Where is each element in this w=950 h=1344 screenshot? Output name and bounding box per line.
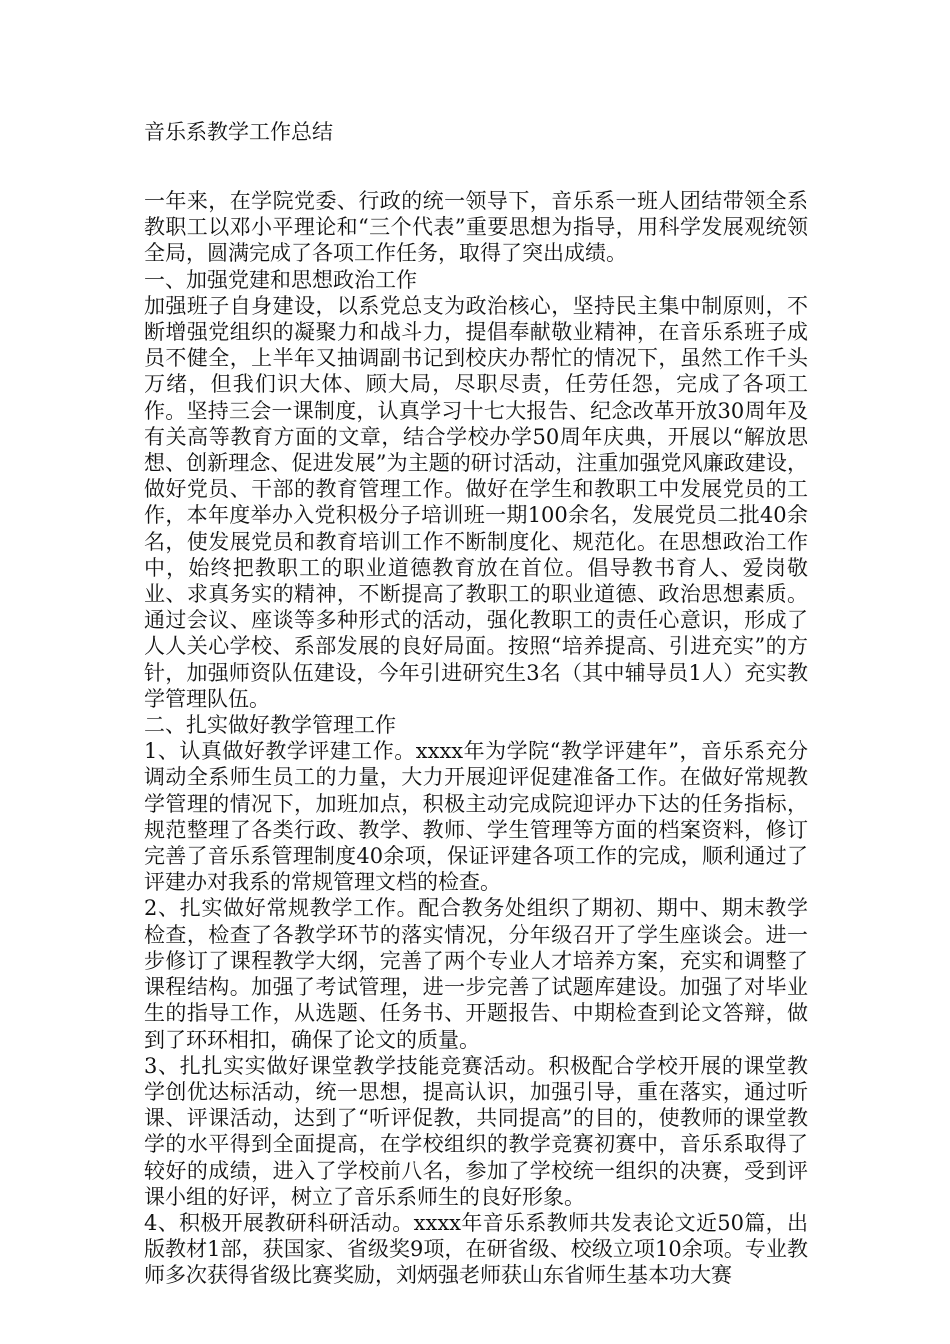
document-page bbox=[144, 118, 808, 1289]
document-title: 音乐系教学工作总结 bbox=[144, 120, 333, 144]
teaching-item-1: 1、认真做好教学评建工作。xxxx年为学院“教学评建年”，音乐系充分调动全系师生员工的力量，大力开展迎评促建准备工作。在做好常规教学管理的情况下，加班加点，积极主动完成院迎评办下达的任务指标，规范整理了各类行政、教学、教师、学生管理等方面的档案资料，修订完善了音乐系管理制度40余项，保证评建各项工作的完成，顺利通过了评建办对我系的常规管理文档的检查。 bbox=[144, 739, 808, 895]
document-body bbox=[144, 188, 808, 1289]
section-heading-party: 一、加强党建和思想政治工作 bbox=[144, 267, 417, 292]
party-work-paragraph: 加强班子自身建设，以系党总支为政治核心，坚持民主集中制原则，不断增强党组织的凝聚力和战斗力，提倡奉献敬业精神，在音乐系班子成员不健全，上半年又抽调副书记到校庆办帮忙的情况下，虽然工作千头万绪，但我们识大体、顾大局，尽职尽责，任劳任怨，完成了各项工作。坚持三会一课制度，认真学习十七大报告、纪念改革开放30周年及有关高等教育方面的文章，结合学校办学50周年庆典，开展以“解放思想、创新理念、促进发展”为主题的研讨活动，注重加强党风廉政建设，做好党员、干部的教育管理工作。做好在学生和教职工中发展党员的工作，本年度举办入党积极分子培训班一期100余名，发展党员二批40余名，使发展党员和教育培训工作不断制度化、规范化。在思想政治工作中，始终把教职工的职业道德教育放在首位。倡导教书育人、爱岗敬业、求真务实的精神，不断提高了教职工的职业道德、政治思想素质。通过会议、座谈等多种形式的活动，强化教职工的责任心意识，形成了人人关心学校、系部发展的良好局面。按照“培养提高、引进充实”的方针，加强师资队伍建设，今年引进研究生3名（其中辅导员1人）充实教学管理队伍。 bbox=[144, 293, 808, 711]
teaching-item-3: 3、扎扎实实做好课堂教学技能竞赛活动。积极配合学校开展的课堂教学创优达标活动，统一思想，提高认识，加强引导，重在落实，通过听课、评课活动，达到了“听评促教，共同提高”的目的，使教师的课堂教学的水平得到全面提高，在学校组织的教学竞赛初赛中，音乐系取得了较好的成绩，进入了学校前八名，参加了学校统一组织的决赛，受到评课小组的好评，树立了音乐系师生的良好形象。 bbox=[144, 1053, 808, 1209]
section-heading-teaching: 二、扎实做好教学管理工作 bbox=[144, 713, 396, 738]
intro-paragraph: 一年来，在学院党委、行政的统一领导下，音乐系一班人团结带领全系教职工以邓小平理论和“三个代表”重要思想为指导，用科学发展观统领全局，圆满完成了各项工作任务，取得了突出成绩。 bbox=[144, 189, 808, 266]
teaching-item-4: 4、积极开展教研科研活动。xxxx年音乐系教师共发表论文近50篇，出版教材1部，获国家、省级奖9项，在研省级、校级立项10余项。专业教师多次获得省级比赛奖励，刘炳强老师获山东省师生基本功大赛 bbox=[144, 1210, 808, 1288]
teaching-item-2: 2、扎实做好常规教学工作。配合教务处组织了期初、期中、期末教学检查，检查了各教学环节的落实情况，分年级召开了学生座谈会。进一步修订了课程教学大纲，完善了两个专业人才培养方案，充实和调整了课程结构。加强了考试管理，进一步完善了试题库建设。加强了对毕业生的指导工作，从选题、任务书、开题报告、中期检查到论文答辩，做到了环环相扣，确保了论文的质量。 bbox=[144, 896, 808, 1052]
